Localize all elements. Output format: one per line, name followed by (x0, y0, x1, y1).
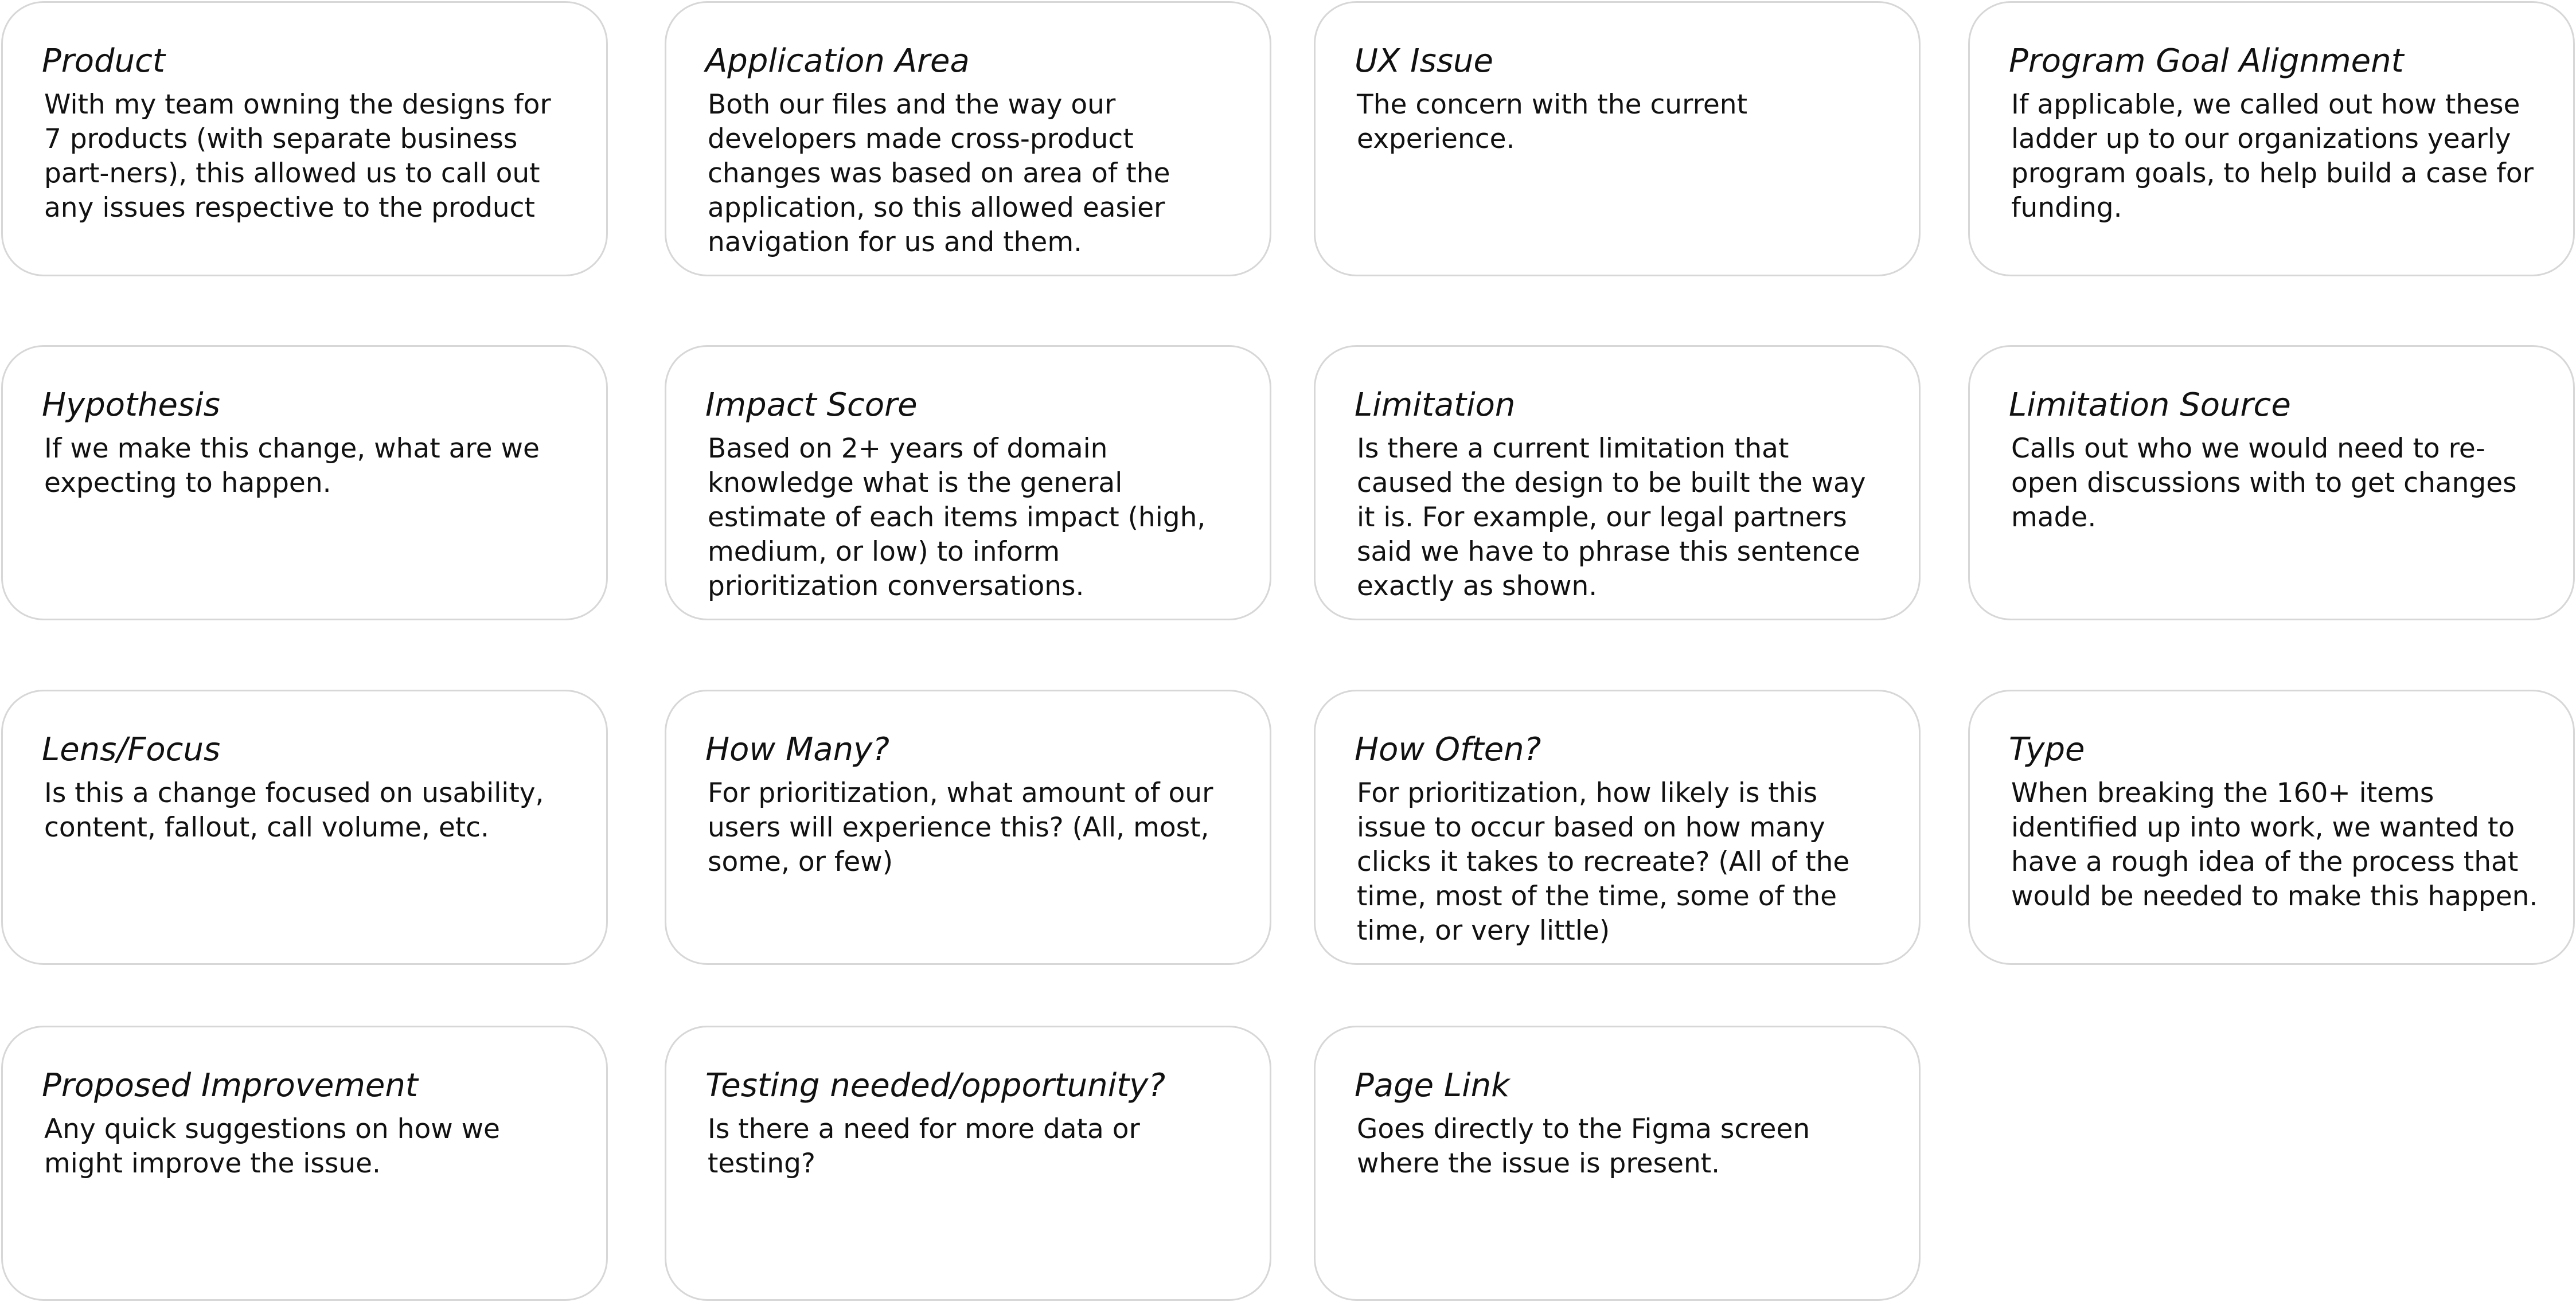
card-description: With my team owning the designs for 7 products (with separate business part-ners), this allowed us to call out any issues respective to the product (44, 89, 551, 224)
card-limitation (1314, 345, 1921, 620)
card-title: Proposed Improvement (42, 1067, 418, 1104)
card-title: Impact Score (705, 386, 918, 424)
card-title: Testing needed/opportunity? (705, 1067, 1166, 1104)
card-page-link (1314, 1026, 1921, 1301)
card-description: Is there a need for more data or testing? (708, 1113, 1140, 1179)
card-title: Hypothesis (42, 386, 220, 424)
card-proposed-improvement (1, 1026, 608, 1301)
card-title: Application Area (705, 42, 970, 80)
card-description: If we make this change, what are we expecting to happen. (44, 433, 540, 499)
card-title: Type (2009, 731, 2085, 768)
card-hypothesis (1, 345, 608, 620)
card-title: Limitation (1355, 386, 1516, 424)
card-title: Program Goal Alignment (2009, 42, 2404, 80)
card-description: The concern with the current experience. (1357, 89, 1747, 155)
card-description: Any quick suggestions on how we might improve the issue. (44, 1113, 500, 1179)
card-how-many (665, 690, 1271, 965)
card-ux-issue (1314, 1, 1921, 276)
card-product (1, 1, 608, 276)
card-description: When breaking the 160+ items identified up into work, we wanted to have a rough idea of the process that would be needed to make this happen. (2011, 777, 2538, 912)
card-type (1968, 690, 2575, 965)
card-description: For prioritization, how likely is this issue to occur based on how many clicks it takes to recreate? (All of the time, most of the time, some of the time, or very little) (1357, 777, 1850, 947)
card-how-often (1314, 690, 1921, 965)
card-description: Both our files and the way our developers made cross-product changes was based on area of the application, so this allowed easier navigation for us and them. (708, 89, 1170, 258)
card-limitation-source (1968, 345, 2575, 620)
card-title: How Many? (705, 731, 889, 768)
card-description: Goes directly to the Figma screen where the issue is present. (1357, 1113, 1810, 1179)
card-description: Is this a change focused on usability, content, fallout, call volume, etc. (44, 777, 544, 843)
card-testing-needed (665, 1026, 1271, 1301)
card-impact-score (665, 345, 1271, 620)
card-lens-focus (1, 690, 608, 965)
card-description: Based on 2+ years of domain knowledge what is the general estimate of each items impact (high, medium, or low) to inform prioritization conversations. (708, 433, 1206, 602)
card-title: How Often? (1355, 731, 1541, 768)
card-description: Is there a current limitation that caused the design to be built the way it is. For example, our legal partners said we have to phrase this sentence exactly as shown. (1357, 433, 1866, 602)
card-title: Page Link (1355, 1067, 1510, 1104)
card-title: Product (42, 42, 165, 80)
card-title: UX Issue (1355, 42, 1493, 80)
card-application-area (665, 1, 1271, 276)
card-description: If applicable, we called out how these ladder up to our organizations yearly program goals, to help build a case for funding. (2011, 89, 2534, 224)
card-title: Limitation Source (2009, 386, 2291, 424)
card-program-goal-alignment (1968, 1, 2575, 276)
card-description: Calls out who we would need to re-open discussions with to get changes made. (2011, 433, 2517, 533)
card-title: Lens/Focus (42, 731, 221, 768)
card-description: For prioritization, what amount of our users will experience this? (All, most, some, or few) (708, 777, 1213, 878)
